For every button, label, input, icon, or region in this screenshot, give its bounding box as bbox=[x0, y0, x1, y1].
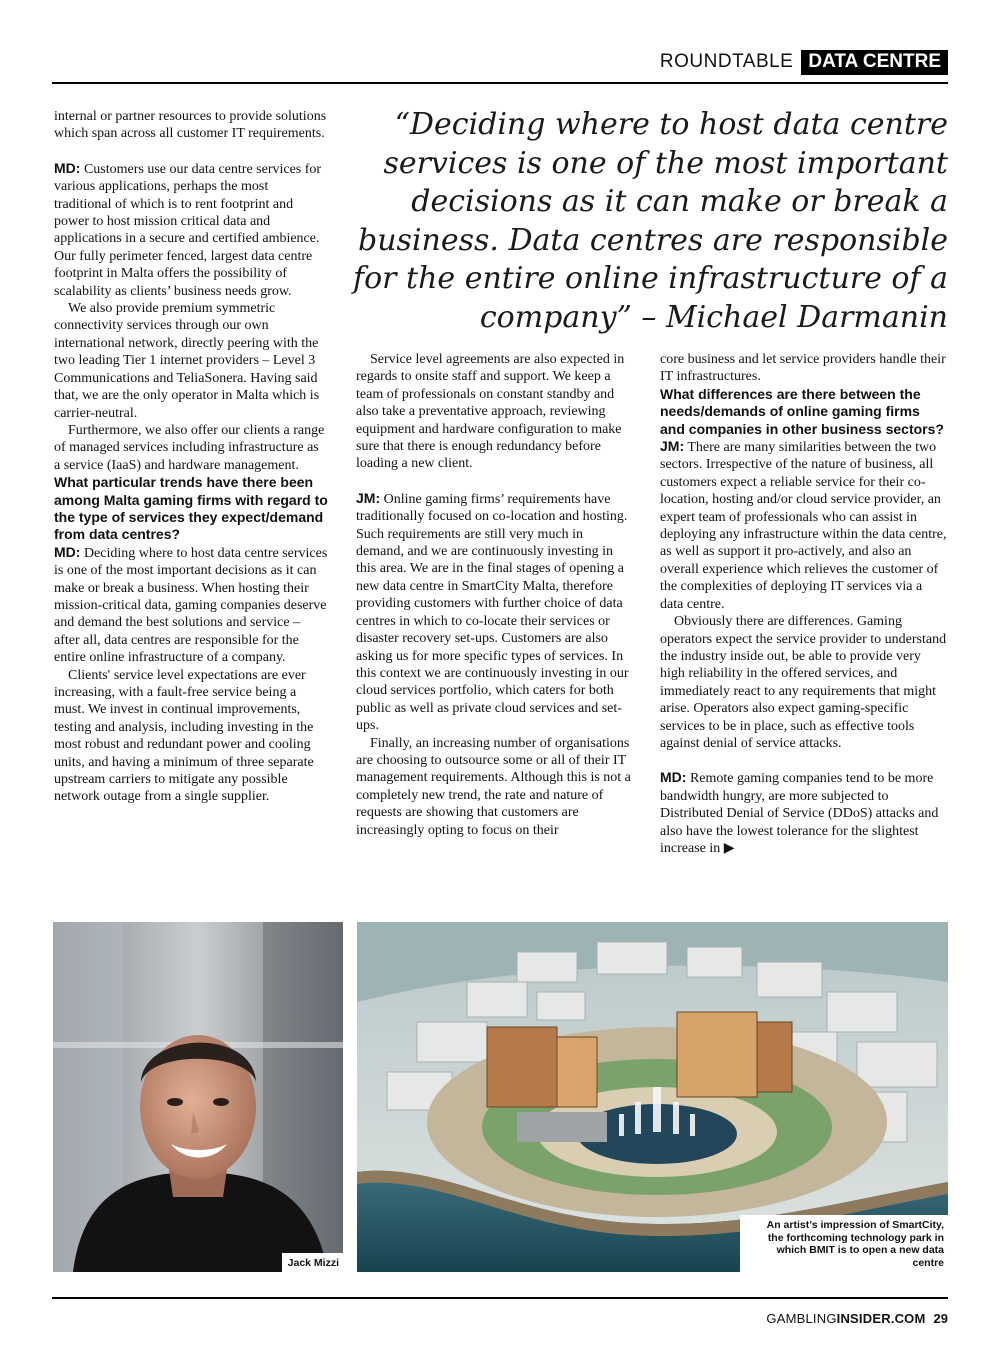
speaker-jm: JM: bbox=[356, 489, 381, 506]
portrait-photo bbox=[53, 922, 343, 1272]
pull-quote: “Deciding where to host data centre services is one of the most important decisions as it can make or break a business. Data centres are responsible for the entire online infrastructure of a company” – Michael Darmanin bbox=[352, 107, 948, 335]
col3-paragraph-2-text: There are many similarities between the two sectors. Irrespective of the nature of business, all customers expect a reliable service for their co-location, hosting and/or cloud service provider, an expert team of professionals who can assist in deploying any infrastructure within the data centre, as well as support it pro-actively, and also an overall experience which relieves the customer of the complexities of deploying IT services via a data centre. bbox=[660, 440, 947, 612]
col1-question: What particular trends have there been among Malta gaming firms with regard to the type of services they expect/demand from data centres? bbox=[54, 474, 328, 543]
col3-paragraph-1: core business and let service providers handle their IT infrastructures. bbox=[660, 352, 946, 385]
col3-question: What differences are there between the needs/demands of online gaming firms and companies in other business sectors? bbox=[660, 385, 944, 437]
header-section-label: DATA CENTRE bbox=[801, 50, 948, 75]
col1-paragraph-5 bbox=[54, 544, 328, 667]
footer-brand-light: GAMBLING bbox=[766, 1311, 837, 1326]
col1-paragraph-2 bbox=[54, 160, 328, 300]
footer-brand bbox=[766, 1311, 925, 1326]
page-footer bbox=[766, 1311, 948, 1326]
col1-paragraph-3: We also provide premium symmetric connectivity services through our own international network, directly peering with the two leading Tier 1 internet providers – Level 3 Communications and TeliaSonera. Having said that, we are the only operator in Malta which is carrier-neutral. bbox=[54, 301, 320, 421]
col1-paragraph-1: internal or partner resources to provide solutions which span across all customer IT requirements. bbox=[54, 109, 327, 142]
speaker-md: MD: bbox=[660, 769, 687, 786]
col3-paragraph-3: Obviously there are differences. Gaming operators expect the service provider to understand the industry inside out, be able to provide very high reliability in the offered services, and immediately react to any requirements that might arise. Operators also expect gaming-specific services to be in place, such as effective tools against denial of service attacks. bbox=[660, 614, 947, 751]
column-1 bbox=[54, 108, 328, 806]
running-header bbox=[660, 48, 948, 76]
page-number: 29 bbox=[933, 1311, 948, 1326]
footer-brand-bold: INSIDER.COM bbox=[836, 1311, 926, 1326]
aerial-photo bbox=[357, 922, 948, 1272]
col3-paragraph-2 bbox=[660, 438, 948, 613]
col1-paragraph-5-text: Deciding where to host data centre services is one of the most important decisions as it can make or break a business. When hosting their mission-critical data, gaming companies deserve and demand the best solutions and service – after all, data centres are responsible for the entire online infrastructure of a company. bbox=[54, 545, 328, 666]
top-rule bbox=[52, 82, 948, 84]
col1-paragraph-2-text: Customers use our data centre services for various applications, perhaps the most traditional of which is to rent footprint and power to host mission critical data and applications in a secure and certified ambience. Our fully perimeter fenced, largest data centre footprint in Malta offers the possibility of scalability as clients’ business needs grow. bbox=[54, 161, 322, 299]
bottom-rule bbox=[52, 1297, 948, 1299]
col2-paragraph-1: Service level agreements are also expected in regards to onsite staff and support. We keep a team of professionals on constant standby and also take a preventative approach, reviewing equipment and hardware configuration to make sure that there is enough redundancy before loading a new client. bbox=[356, 352, 625, 472]
continue-arrow-icon: ▶ bbox=[723, 840, 735, 856]
col2-paragraph-3: Finally, an increasing number of organisations are choosing to outsource some or all of their IT management requirements. Although this is not a completely new trend, the rate and nature of requests are showing that customers are increasingly opting to focus on their bbox=[356, 735, 631, 838]
speaker-md: MD: bbox=[54, 543, 81, 560]
column-2 bbox=[356, 351, 634, 839]
col1-paragraph-6: Clients' service level expectations are ever increasing, with a fault-free service being a must. We invest in continual improvements, testing and analysis, including investing in the most robust and redundant power and cooling units, and having a minimum of three separate upstream carriers to mitigate any possible network outage from a single supplier. bbox=[54, 667, 314, 805]
aerial-caption: An artist’s impression of SmartCity, the forthcoming technology park in which BMIT is to open a new data centre bbox=[740, 1215, 948, 1272]
header-kicker: ROUNDTABLE bbox=[659, 51, 794, 72]
col3-paragraph-4-text: Remote gaming companies tend to be more bandwidth hungry, are more subjected to Distributed Denial of Service (DDoS) attacks and also have the lowest tolerance for the slightest increase in bbox=[660, 771, 939, 856]
col2-paragraph-2 bbox=[356, 490, 634, 735]
column-3 bbox=[660, 351, 948, 857]
col3-paragraph-4 bbox=[660, 769, 948, 857]
speaker-jm: JM: bbox=[660, 438, 685, 455]
portrait-illustration bbox=[53, 922, 343, 1272]
portrait-caption: Jack Mizzi bbox=[282, 1253, 343, 1273]
speaker-md: MD: bbox=[54, 159, 81, 176]
col1-paragraph-4: Furthermore, we also offer our clients a range of managed services including infrastructure as a service (IaaS) and hardware management. bbox=[54, 422, 325, 473]
col2-paragraph-2-text: Online gaming firms’ requirements have traditionally focused on co-location and hosting. Such requirements are still very much in demand, and we are continuously investing in this area. We are in the final stages of opening a new data centre in SmartCity Malta, therefore providing customers with further choice of data centres in which to co-locate their services or disaster recovery set-ups. Customers are also asking us for more specific types of services. In this context we are continuously investing in our cloud services portfolio, which caters for both public as well as private cloud services and set-ups. bbox=[356, 491, 629, 734]
